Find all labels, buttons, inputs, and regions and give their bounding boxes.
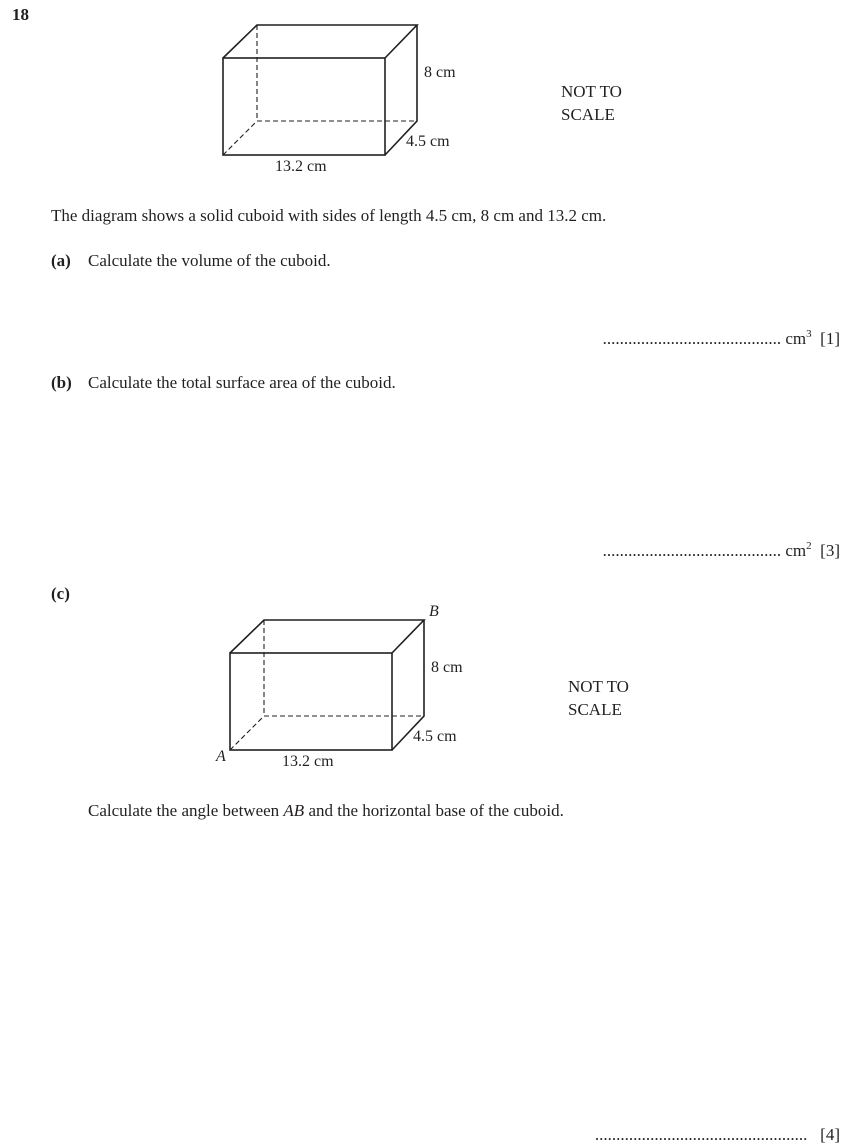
answer-dots: .......................................... — [602, 541, 782, 560]
height-label: 8 cm — [431, 659, 463, 676]
note-line-2: SCALE — [561, 105, 615, 124]
part-c-answer-line[interactable] — [595, 1125, 840, 1145]
note-line-1: NOT TO — [561, 82, 622, 101]
part-b-label: (b) — [51, 373, 72, 392]
question-number: 18 — [12, 5, 29, 24]
hidden-edge-diagonal — [230, 716, 264, 750]
top-face — [230, 620, 424, 653]
front-face — [230, 653, 392, 750]
length-label: 13.2 cm — [282, 753, 334, 770]
part-a-label: (a) — [51, 251, 71, 270]
height-label: 8 cm — [424, 64, 456, 81]
answer-dots: .................................................. — [594, 1125, 808, 1144]
not-to-scale-note — [568, 675, 629, 721]
answer-unit: $cm^2$ — [785, 540, 812, 560]
answer-unit: $cm^3$ — [785, 328, 812, 348]
marks: [4] — [820, 1125, 840, 1144]
part-b-question: Calculate the total surface area of the cuboid. — [88, 373, 396, 392]
marks: [1] — [820, 329, 840, 348]
depth-label: 4.5 cm — [406, 133, 450, 150]
part-c-question: Calculate the angle between AB and the horizontal base of the cuboid. — [88, 801, 564, 820]
point-a-label: A — [216, 748, 226, 765]
intro-text: The diagram shows a solid cuboid with sides of length 4.5 cm, 8 cm and 13.2 cm. — [51, 206, 607, 225]
note-line-1: NOT TO — [568, 677, 629, 696]
part-a-question: Calculate the volume of the cuboid. — [88, 251, 331, 270]
length-label: 13.2 cm — [275, 158, 327, 175]
part-c-label: (c) — [51, 584, 70, 603]
marks: [3] — [820, 541, 840, 560]
point-b-label: B — [429, 603, 439, 620]
answer-dots: .......................................... — [602, 329, 782, 348]
note-line-2: SCALE — [568, 700, 622, 719]
depth-label: 4.5 cm — [413, 728, 457, 745]
